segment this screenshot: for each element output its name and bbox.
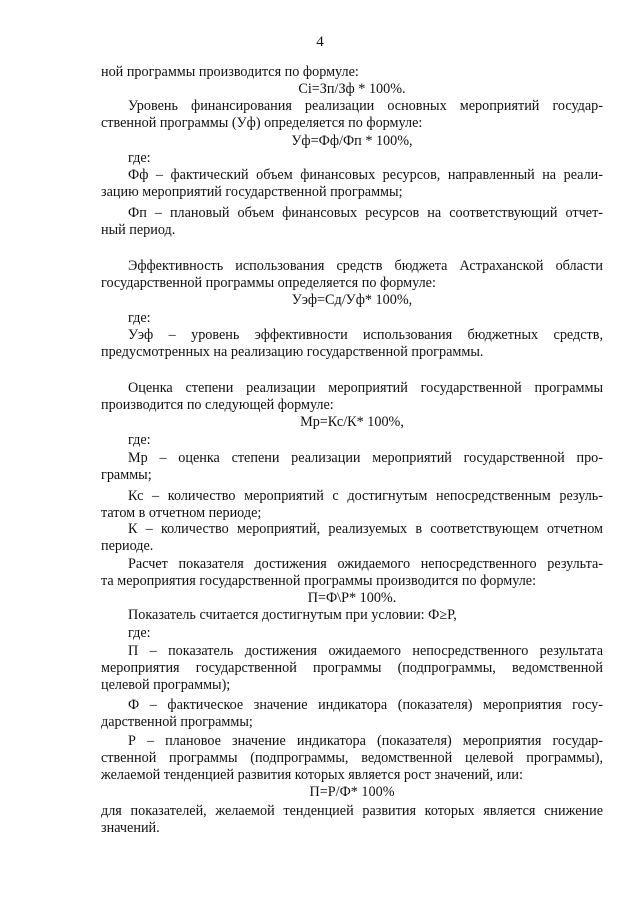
text-line: Р – плановое значение индикатора (показателя) мероприятия государ-	[128, 733, 603, 749]
text-line: производится по следующей формуле:	[101, 397, 334, 413]
text-line: ный период.	[101, 222, 176, 238]
text-line: Показатель считается достигнутым при условии: Ф≥Р,	[128, 607, 457, 623]
text-line: Расчет показателя достижения ожидаемого непосредственного результа-	[128, 556, 603, 572]
text-line: целевой программы);	[101, 677, 231, 693]
text-line: Эффективность использования средств бюджета Астраханской области	[128, 258, 603, 274]
text-line: значений.	[101, 820, 160, 836]
text-line: Фп – плановый объем финансовых ресурсов на соответствующий отчет-	[128, 205, 603, 221]
text-line: Уровень финансирования реализации основных мероприятий государ-	[128, 98, 603, 114]
text-line: Кс – количество мероприятий с достигнутым непосредственным резуль-	[128, 488, 603, 504]
text-line: ной программы производится по формуле:	[101, 64, 359, 80]
text-line: периоде.	[101, 538, 154, 554]
text-line: Мр – оценка степени реализации мероприятий государственной про-	[128, 450, 603, 466]
text-line: зацию мероприятий государственной программы;	[101, 184, 403, 200]
text-line: где:	[128, 150, 151, 166]
formula-uf: Уф=Фф/Фп * 100%,	[291, 133, 413, 149]
formula-uef: Уэф=Сд/Уф* 100%,	[291, 292, 413, 308]
text-line: где:	[128, 432, 151, 448]
text-line: ственной программы (Уф) определяется по формуле:	[101, 115, 423, 131]
page-number: 4	[316, 34, 324, 50]
text-line: дарственной программы;	[101, 714, 253, 730]
formula-mr: Мр=Кс/К* 100%,	[300, 414, 404, 430]
text-line: желаемой тенденцией развития которых является рост значений, или:	[101, 767, 523, 783]
text-line: где:	[128, 625, 151, 641]
text-line: Оценка степени реализации мероприятий государственной программы	[128, 380, 603, 396]
formula-p-inverse: П=Р/Ф* 100%	[309, 784, 395, 800]
formula-ci: Ci=Зп/Зф * 100%.	[298, 81, 406, 97]
formula-p: П=Ф\Р* 100%.	[307, 590, 397, 606]
text-line: мероприятия государственной программы (подпрограммы, ведомственной	[101, 660, 603, 676]
text-line: Уэф – уровень эффективности использования бюджетных средств,	[128, 327, 603, 343]
text-line: граммы;	[101, 467, 152, 483]
text-line: для показателей, желаемой тенденцией развития которых является снижение	[101, 803, 603, 819]
text-line: К – количество мероприятий, реализуемых в соответствующем отчетном	[128, 521, 603, 537]
text-line: Фф – фактический объем финансовых ресурсов, направленный на реали-	[128, 167, 603, 183]
text-line: П – показатель достижения ожидаемого непосредственного результата	[128, 643, 603, 659]
text-line: татом в отчетном периоде;	[101, 505, 262, 521]
text-line: ственной программы (подпрограммы, ведомственной целевой программы),	[101, 750, 603, 766]
text-line: та мероприятия государственной программы производится по формуле:	[101, 573, 537, 589]
text-line: где:	[128, 310, 151, 326]
text-line: предусмотренных на реализацию государственной программы.	[101, 344, 484, 360]
text-line: государственной программы определяется по формуле:	[101, 275, 436, 291]
text-line: Ф – фактическое значение индикатора (показателя) мероприятия госу-	[128, 697, 603, 713]
